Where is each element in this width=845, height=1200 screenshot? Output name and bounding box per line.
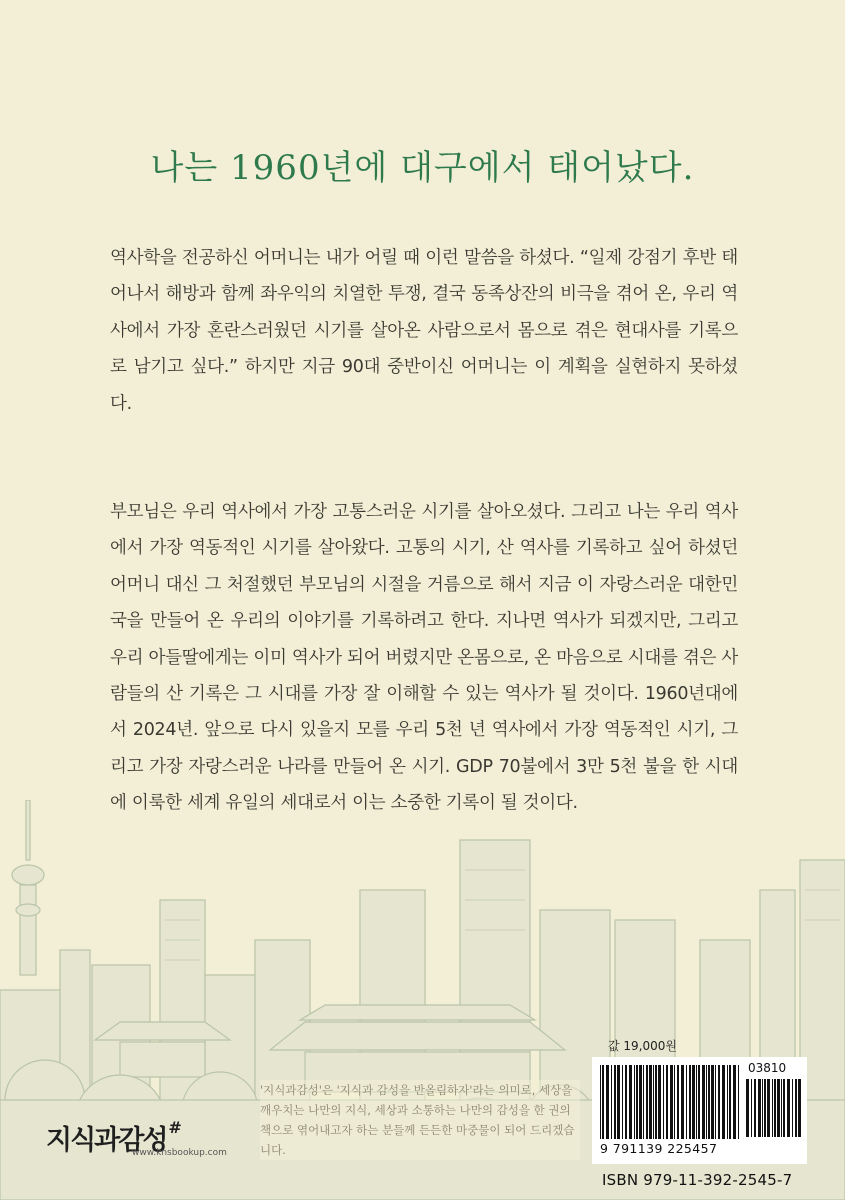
barcode-bar	[706, 1065, 707, 1139]
body-paragraph: 역사학을 전공하신 어머니는 내가 어릴 때 이런 말씀을 하셨다. “일제 강점기 후반 태어나서 해방과 함께 좌우익의 치열한 투쟁, 결국 동족상잔의 비극을 겪어 온, 우리 역사에서 가장 혼란스러웠던 시기를 살아온 사람으로서 몸으로 겪은 현대사를 기록으로 남기고 싶다.” 하지만 지금 90대 중반이신 어머니는 이 계획을 실현하지 못하셨다.	[110, 248, 738, 414]
barcode	[592, 1057, 807, 1164]
barcode-bar	[798, 1079, 801, 1137]
barcode-bar	[783, 1079, 785, 1137]
barcode-bar	[708, 1065, 710, 1139]
barcode-bar	[614, 1065, 616, 1139]
barcode-bar	[738, 1065, 739, 1139]
barcode-bar	[600, 1065, 601, 1139]
barcode-bar	[698, 1065, 700, 1139]
barcode-bar	[646, 1065, 648, 1139]
publisher-logo-mark: #	[168, 1118, 180, 1137]
barcode-bar	[696, 1065, 697, 1139]
publisher-website: www.knsbookup.com	[132, 1148, 227, 1158]
barcode-bar	[787, 1079, 790, 1137]
barcode-bar	[629, 1065, 632, 1139]
barcode-main-bars	[600, 1065, 740, 1139]
body-paragraph: 부모님은 우리 역사에서 가장 고통스러운 시기를 살아오셨다. 그리고 나는 우리 역사에서 가장 역동적인 시기를 살아왔다. 고통의 시기, 산 역사를 기록하고 싶어 하셨던 어머니 대신 그 처절했던 부모님의 시절을 거름으로 해서 지금 이 자랑스러운 대한민국을 만들어 온 우리의 이야기를 기록하려고 한다. 지나면 역사가 되겠지만, 그리고 우리 아들딸에게는 이미 역사가 되어 버렸지만 온몸으로, 온 마음으로 시대를 겪은 사람들의 산 기록은 그 시대를 가장 잘 이해할 수 있는 역사가 될 것이다. 1960년대에서 2024년. 앞으로 다시 있을지 모를 우리 5천 년 역사에서 가장 역동적인 시기, 그리고 가장 자랑스러운 나라를 만들어 온 시기. GDP 70불에서 3만 5천 불을 한 시대에 이룩한 세계 유일의 세대로서 이는 소중한 기록이 될 것이다.	[110, 502, 738, 814]
barcode-bar	[649, 1065, 652, 1139]
barcode-bar	[674, 1065, 675, 1139]
barcode-addon-code: 03810	[748, 1061, 787, 1075]
barcode-bar	[670, 1065, 673, 1139]
barcode-bar	[795, 1079, 797, 1137]
barcode-bar	[689, 1065, 691, 1139]
barcode-bar	[733, 1065, 736, 1139]
barcode-bar	[764, 1079, 766, 1137]
barcode-bar	[702, 1065, 705, 1139]
isbn-number: ISBN 979-11-392-2545-7	[602, 1171, 793, 1189]
barcode-digits: 9 791139 225457	[600, 1141, 718, 1156]
barcode-bar	[666, 1065, 668, 1139]
headline: 나는 1960년에 대구에서 태어났다.	[150, 148, 695, 188]
barcode-bar	[681, 1065, 684, 1139]
barcode-bar	[767, 1079, 770, 1137]
barcode-bar	[655, 1065, 657, 1139]
barcode-bar	[606, 1065, 609, 1139]
barcode-bar	[692, 1065, 695, 1139]
barcode-bar	[722, 1065, 725, 1139]
barcode-bar	[611, 1065, 612, 1139]
barcode-bar	[746, 1079, 749, 1137]
barcode-bar	[792, 1079, 793, 1137]
barcode-bar	[762, 1079, 763, 1137]
barcode-bar	[602, 1065, 604, 1139]
barcode-bar	[634, 1065, 635, 1139]
barcode-bar	[715, 1065, 716, 1139]
barcode-bar	[639, 1065, 642, 1139]
barcode-bar	[777, 1079, 780, 1137]
publisher-logo-text: 지식과감성	[46, 1125, 167, 1156]
barcode-bar	[772, 1079, 773, 1137]
barcode-bar	[774, 1079, 776, 1137]
barcode-bar	[751, 1079, 752, 1137]
barcode-bar	[781, 1079, 782, 1137]
barcode-bar	[729, 1065, 731, 1139]
barcode-bar	[643, 1065, 644, 1139]
barcode-bar	[727, 1065, 728, 1139]
price-label: 값 19,000원	[608, 1039, 677, 1053]
barcode-bar	[663, 1065, 664, 1139]
barcode-bar	[653, 1065, 654, 1139]
barcode-bar	[658, 1065, 661, 1139]
barcode-bar	[622, 1065, 623, 1139]
barcode-bar	[758, 1079, 761, 1137]
barcode-bar	[617, 1065, 620, 1139]
barcode-bar	[711, 1065, 714, 1139]
barcode-addon-bars	[746, 1079, 802, 1137]
barcode-bar	[636, 1065, 638, 1139]
barcode-bar	[718, 1065, 720, 1139]
barcode-bar	[677, 1065, 679, 1139]
barcode-bar	[686, 1065, 687, 1139]
publisher-blurb: '지식과감성'은 '지식과 감성을 반올림하자'라는 의미로, 세상을 깨우치는 나만의 지식, 세상과 소통하는 나만의 감성을 한 권의 책으로 엮어내고자 하는 분들께 든든한 마중물이 되어 드리겠습니다.	[260, 1080, 580, 1160]
barcode-bar	[625, 1065, 627, 1139]
barcode-bar	[754, 1079, 756, 1137]
